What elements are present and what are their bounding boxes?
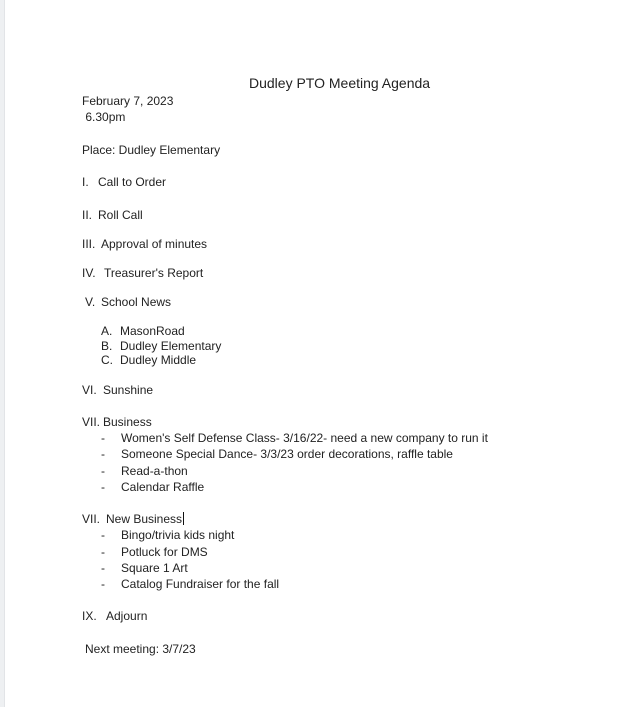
list-marker: - [101,545,105,559]
document-title: Dudley PTO Meeting Agenda [249,75,431,91]
list-item: Women's Self Defense Class- 3/16/22- need a new company to run it [121,431,488,445]
next-meeting: Next meeting: 3/7/23 [85,642,196,656]
section-number: I. [82,175,89,189]
section-number: VII. [82,512,101,526]
section-number: IV. [82,266,96,280]
section-number: VII. [82,415,101,429]
section-roll-call: Roll Call [98,208,143,222]
list-marker: C. [101,353,113,367]
section-number: V. [85,295,96,309]
list-item: Square 1 Art [121,561,188,575]
list-marker: - [101,480,105,494]
list-marker: - [101,447,105,461]
meeting-place: Place: Dudley Elementary [82,143,221,157]
list-marker: B. [101,339,113,353]
list-item: Calendar Raffle [121,480,205,494]
section-call-to-order: Call to Order [98,175,167,189]
section-number: VI. [82,383,97,397]
list-marker: - [101,528,105,542]
document-page[interactable] [5,0,627,707]
section-school-news: School News [101,295,172,309]
meeting-date: February 7, 2023 [82,94,174,108]
list-marker: A. [101,324,113,338]
section-business: Business [103,415,152,429]
list-item: Dudley Elementary [120,339,222,353]
list-item: MasonRoad [120,324,185,338]
section-treasurers-report: Treasurer's Report [104,266,204,280]
list-item: Dudley Middle [120,353,197,367]
list-item: Catalog Fundraiser for the fall [121,577,280,591]
list-item: Someone Special Dance- 3/3/23 order decorations, raffle table [121,447,453,461]
list-item: Read-a-thon [121,464,188,478]
section-number: III. [82,237,96,251]
section-adjourn: Adjourn [106,609,148,623]
section-approval-of-minutes: Approval of minutes [101,237,208,251]
text-cursor [183,512,184,525]
list-item: Potluck for DMS [121,545,208,559]
list-item: Bingo/trivia kids night [121,528,235,542]
section-new-business-label: New Business [106,512,183,526]
list-marker: - [101,561,105,575]
list-marker: - [101,464,105,478]
meeting-time: 6.30pm [82,110,126,124]
section-sunshine: Sunshine [103,383,154,397]
section-number: IX. [82,609,97,623]
list-marker: - [101,431,105,445]
section-number: II. [82,208,93,222]
list-marker: - [101,577,105,591]
section-new-business[interactable] [106,512,184,526]
